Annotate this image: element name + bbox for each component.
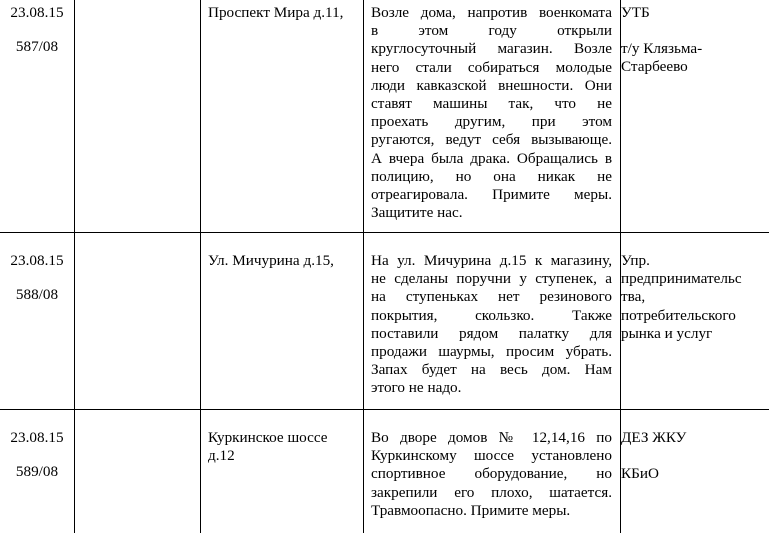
address-text: Ул. Мичурина д.15,	[208, 252, 334, 269]
complaint-line: не сделаны поручни у ступенек, а	[371, 270, 612, 288]
responsible-line: тва,	[621, 288, 646, 306]
table-row-2-date-cell	[0, 252, 74, 304]
table-row-3-address-cell	[208, 429, 362, 465]
table-row-3-date-cell	[0, 429, 74, 481]
responsible-line: КБиО	[621, 465, 659, 483]
responsible-line	[621, 447, 769, 465]
responsible-line: рынка и услуг	[621, 324, 713, 342]
address-text: Проспект Мира д.11,	[208, 4, 344, 21]
table-row-2-responsible-cell	[621, 252, 769, 343]
table-row-1-complaint-cell	[371, 4, 612, 222]
complaint-line: закрепили его плохо, шатается.	[371, 483, 612, 501]
column-divider	[74, 0, 75, 533]
table-row-1-address-cell	[208, 4, 362, 32]
complaint-line: в этом году открыли	[371, 22, 612, 40]
complaint-line: Травмоопасно. Примите меры.	[371, 501, 571, 519]
column-divider	[363, 0, 364, 533]
complaint-line: Куркинскому шоссе установлено	[371, 447, 612, 465]
complaint-line: круглосуточный магазин. Возле	[371, 40, 612, 58]
table-row-2-address-cell	[208, 252, 362, 270]
table-row-3-responsible-cell	[621, 429, 769, 483]
entry-date: 23.08.15	[10, 252, 64, 269]
column-divider	[200, 0, 201, 533]
responsible-line: Упр.	[621, 252, 650, 269]
complaint-line: Запах будет на весь дом. Нам	[371, 361, 612, 379]
responsible-line: ДЕЗ ЖКУ	[621, 429, 687, 446]
responsible-line: предпринимательс	[621, 270, 742, 288]
entry-date: 23.08.15	[10, 4, 64, 21]
entry-number: 589/08	[15, 463, 59, 481]
complaint-line: ставят машины так, что не	[371, 95, 612, 113]
entry-date: 23.08.15	[10, 429, 64, 446]
table-row-2-complaint-cell	[371, 252, 612, 398]
complaint-line: поставили рядом палатку для	[371, 324, 612, 342]
responsible-line	[621, 22, 769, 40]
entry-number: 587/08	[15, 38, 59, 56]
address-line: д.12	[208, 447, 235, 465]
entry-number: 588/08	[15, 286, 59, 304]
complaint-line: А вчера была драка. Обращались в	[371, 149, 612, 167]
complaint-line: Возле дома, напротив военкомата	[371, 4, 612, 21]
responsible-line: Старбеево	[621, 58, 688, 76]
table-row-1-date-cell	[0, 4, 74, 56]
complaint-line: На ул. Мичурина д.15 к магазину,	[371, 252, 612, 269]
address-line: Куркинское шоссе	[208, 429, 328, 446]
complaint-line: на ступеньках нет резинового	[371, 288, 612, 306]
row-divider	[0, 409, 769, 410]
complaint-line: ругаются, ведут себя вызывающе.	[371, 131, 612, 149]
row-divider	[0, 232, 769, 233]
complaint-line: Защитите нас.	[371, 204, 463, 222]
complaint-line: люди кавказской внешности. Они	[371, 76, 612, 94]
complaint-line: покрытия, скользко. Также	[371, 306, 612, 324]
responsible-line: УТБ	[621, 4, 650, 21]
table-row-3-complaint-cell	[371, 429, 612, 520]
complaint-line: проехать другим, при этом	[371, 113, 612, 131]
complaint-line: полицию, но она никак не	[371, 167, 612, 185]
complaint-line: Во дворе домов № 12,14,16 по	[371, 429, 612, 446]
complaint-line: продажи шаурмы, просим убрать.	[371, 343, 612, 361]
responsible-line: т/у Клязьма-	[621, 40, 703, 58]
table-row-1-responsible-cell	[621, 4, 769, 77]
complaint-line: этого не надо.	[371, 379, 462, 397]
complaint-line: отреагировала. Примите меры.	[371, 186, 612, 204]
complaint-line: спортивное оборудование, но	[371, 465, 612, 483]
complaint-line: него стали собираться молодые	[371, 58, 612, 76]
responsible-line: потребительского	[621, 306, 736, 324]
